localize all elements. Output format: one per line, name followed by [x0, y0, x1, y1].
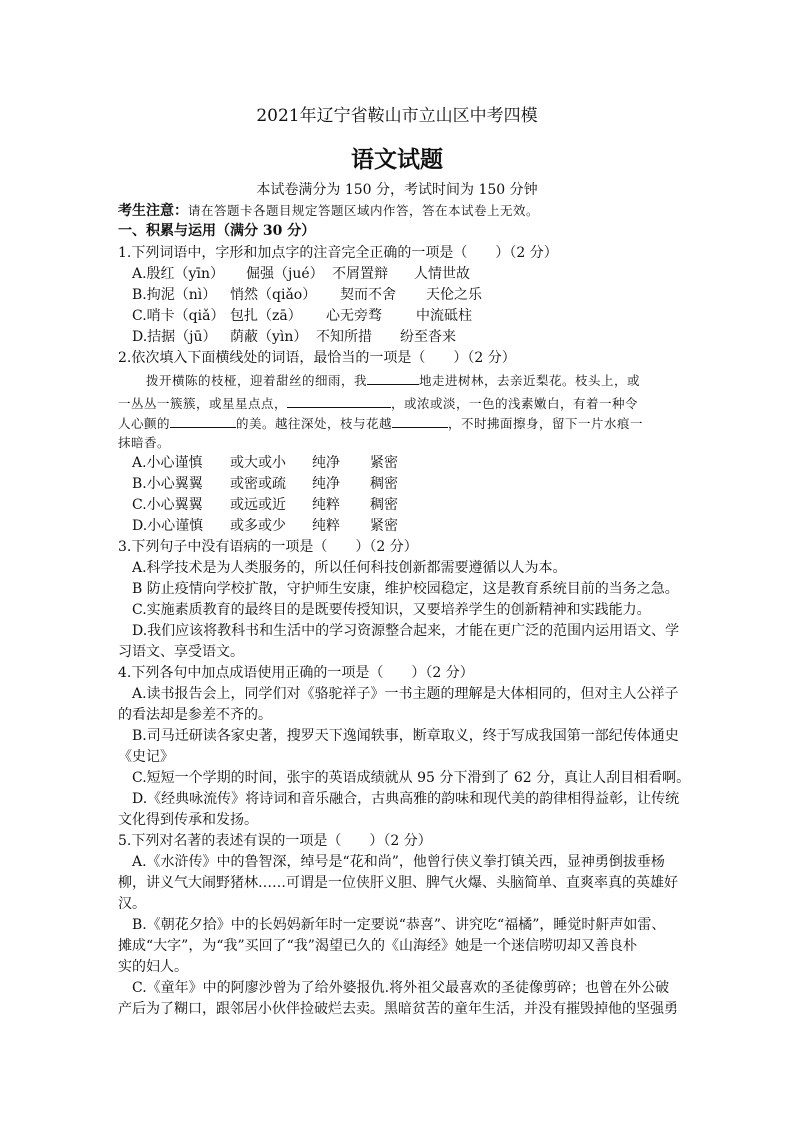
q2-passage-line: 抹暗香。 [118, 435, 171, 450]
notice-label: 考生注意： [118, 203, 188, 219]
q5-option-b: B.《朝花夕拾》中的长妈妈新年时一定要说“恭喜”、讲究吃“福橘”，睡觉时鼾声如雷、 [132, 917, 666, 933]
q4-option-c: C.短短一个学期的时间，张宇的英语成绩就从 95 分下滑到了 62 分，真让人刮目相看啊。 [132, 770, 691, 786]
candidate-notice [118, 201, 539, 221]
q5-option-c-cont: 产后为了糊口，跟邻居小伙伴捡破烂去卖。黑暗贫苦的童年生活，并没有摧毁掉他的坚强勇 [118, 1001, 678, 1017]
q2-option-a: A.小心谨慎 或大或小 纯净 紧密 [132, 455, 398, 471]
q4-option-a: A.读书报告会上，同学们对《骆驼祥子》一书主题的理解是大体相同的，但对主人公祥子 [132, 686, 679, 702]
q2-option-c: C.小心翼翼 或远或近 纯粹 稠密 [132, 497, 398, 513]
fill-blank [287, 393, 391, 408]
q2-passage-line: 一丛丛一簇簇，或星星点点， ，或浓或淡，一色的浅素嫩白，有着一种令 [118, 393, 638, 414]
q3-option-d: D.我们应该将教科书和生活中的学习资源整合起来，才能在更广泛的范围内运用语文、学 [132, 623, 680, 639]
q4-option-a-cont: 的看法却是参差不齐的。 [118, 707, 272, 723]
exam-subtitle: 语文试题 [351, 146, 443, 173]
q3-option-c: C.实施素质教育的最终目的是既要传授知识，又要培养学生的创新精神和实践能力。 [132, 602, 651, 618]
fill-blank [392, 413, 448, 428]
q2-passage-line: 人心颤的 的美。越往深处，枝与花越 ，不时拂面擦身，留下一片水痕一 [118, 413, 643, 434]
q1-option-d: D.拮据（jū） 荫蔽（yìn） 不知所措 纷至沓来 [132, 329, 456, 345]
q1-option-c: C.哨卡（qiǎ） 包扎（zā） 心无旁骛 中流砥柱 [132, 308, 472, 324]
q1-stem: 1.下列词语中，字形和加点字的注音完全正确的一项是（ ）（2 分） [118, 245, 558, 261]
q5-option-b-cont: 实的妇人。 [118, 959, 188, 975]
notice-text: 请在答题卡各题目规定答题区域内作答，答在本试卷上无效。 [188, 203, 540, 218]
q1-option-a: A.殷红（yīn） 倔强（jué） 不屑置辩 人情世故 [132, 266, 470, 282]
q2-option-b: B.小心翼翼 或密或疏 纯净 稠密 [132, 476, 398, 492]
q3-option-d-cont: 习语文、享受语文。 [118, 644, 244, 660]
q3-option-a: A.科学技术是为人类服务的，所以任何科技创新都需要遵循以人为本。 [132, 560, 567, 576]
section-heading: 一、积累与运用（满分 30 分） [118, 223, 316, 239]
q5-option-a: A.《水浒传》中的鲁智深，绰号是“花和尚”，他曾行侠义拳打镇关西，显神勇倒拔垂杨 [132, 854, 665, 870]
q5-option-c: C.《童年》中的阿廖沙曾为了给外婆报仇.将外祖父最喜欢的圣徒像剪碎；也曾在外公破 [132, 980, 670, 996]
exam-info: 本试卷满分为 150 分，考试时间为 150 分钟 [256, 182, 538, 198]
q2-option-d: D.小心谨慎 或多或少 纯粹 紧密 [132, 518, 398, 534]
q2-stem: 2.依次填入下面横线处的词语，最恰当的一项是（ ）（2 分） [118, 350, 516, 366]
fill-blank [170, 413, 236, 428]
q4-option-d: D.《经典咏流传》将诗词和音乐融合，古典高雅的韵味和现代美的韵律相得益彰，让传统 [132, 791, 680, 807]
q3-stem: 3.下列句子中没有语病的一项是（ ）（2 分） [118, 539, 418, 555]
fill-blank [367, 370, 419, 385]
q4-option-d-cont: 文化得到传承和发扬。 [118, 812, 258, 828]
q5-option-b-cont: 摊成“大字”，为“我”买回了“我”渴望已久的《山海经》她是一个迷信唠叨却又善良朴 [118, 938, 637, 954]
q5-option-a-cont: 柳，讲义气大闹野猪林……可谓是一位侠肝义胆、脾气火爆、头脑简单、直爽率真的英雄好 [118, 875, 678, 891]
exam-title: 2021年辽宁省鞍山市立山区中考四模 [256, 106, 538, 126]
q3-option-b: B 防止疫情向学校扩散，守护师生安康，维护校园稳定，这是教育系统目前的当务之急。 [132, 581, 679, 597]
q5-stem: 5.下列对名著的表述有误的一项是（ ）（2 分） [118, 833, 432, 849]
q4-option-b-cont: 《史记》 [118, 749, 174, 765]
q2-passage-line: 拨开横陈的枝桠，迎着甜丝的细雨，我 地走进树林，去亲近梨花。枝头上，或 [146, 370, 640, 391]
q5-option-a-cont: 汉。 [118, 896, 146, 912]
q1-option-b: B.拘泥（nì） 悄然（qiǎo） 契而不舍 天伦之乐 [132, 287, 482, 303]
q4-stem: 4.下列各句中加点成语使用正确的一项是（ ）（2 分） [118, 665, 474, 681]
q4-option-b: B.司马迁研读各家史著，搜罗天下逸闻轶事，断章取义，终于写成我国第一部纪传体通史 [132, 728, 679, 744]
